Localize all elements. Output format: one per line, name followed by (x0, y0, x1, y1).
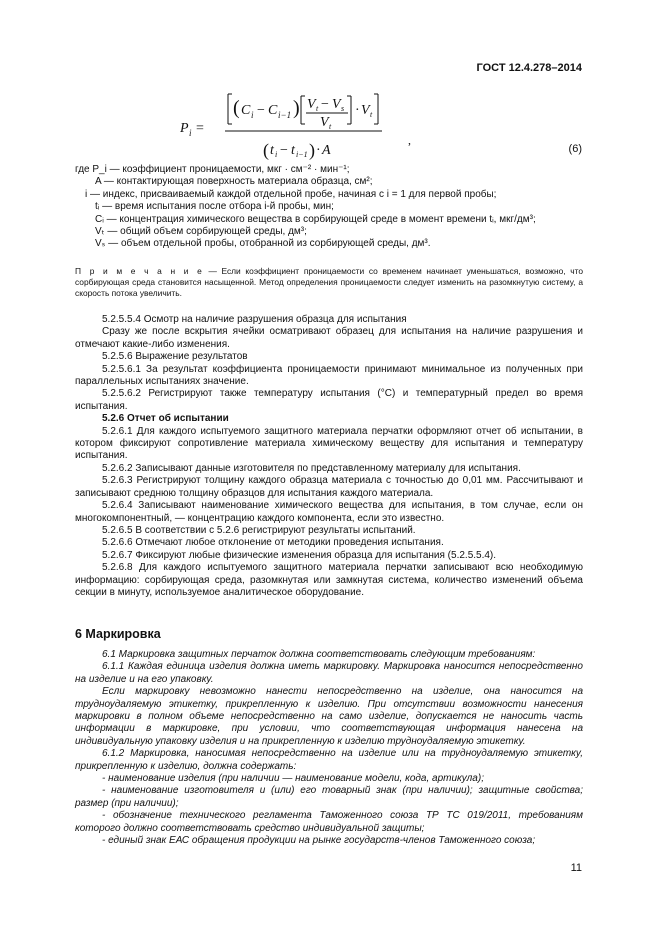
definition-line: tᵢ — время испытания после отбора i-й пробы, мин; (95, 201, 334, 213)
svg-text:·: · (355, 103, 360, 118)
definition-line: Vₛ — объем отдельной пробы, отобранной из сорбирующей среды, дм³. (95, 238, 431, 250)
svg-text:i: i (251, 110, 254, 120)
svg-text:(: ( (263, 140, 269, 160)
svg-text:i: i (275, 150, 278, 159)
paragraph: 5.2.6.7 Фиксируют любые физические изменения образца для испытания (5.2.5.5.4). (102, 549, 497, 561)
svg-text:t: t (370, 110, 373, 119)
svg-text:t: t (270, 143, 274, 158)
svg-text:i−1: i−1 (296, 150, 308, 159)
svg-text:C: C (241, 103, 251, 118)
svg-text:(: ( (233, 97, 240, 119)
note-label: П р и м е ч а н и е (75, 266, 204, 276)
svg-text:,: , (408, 133, 411, 147)
svg-text:=: = (196, 121, 204, 136)
definition-line: Vₜ — общий объем сорбирующей среды, дм³; (95, 226, 307, 238)
svg-text:−: − (280, 143, 288, 158)
paragraph: 5.2.6.8 Для каждого испытуемого защитного материала перчатки записывают всю необходимую информацию: сорбирующая среда, разомкнутая или замкнутая система, количество изменений объема секции в минуту, используемое аналитическое оборудование. (75, 562, 583, 598)
paragraph: 5.2.6.2 Записывают данные изготовителя по представленному материалу для испытания. (102, 462, 521, 474)
svg-text:i: i (189, 128, 192, 138)
paragraph: 5.2.5.5.4 Осмотр на наличие разрушения образца для испытания (102, 314, 407, 325)
paragraph: Если маркировку невозможно нанести непосредственно на изделие, она наносится на трудноудаляемую этикетку, прикрепленную к изделию. При отсутствии возможности нанесения маркировки в полном объеме непосредственно на само изделие, допускается не наносить часть информации в маркировке, при условии, что соответствующая информация нанесена на индивидуальную упаковку изделия и на прикрепленную к изделию трудноудаляемую этикетку. (75, 686, 583, 747)
page-number: 11 (570, 862, 582, 874)
svg-text:V: V (332, 97, 341, 112)
section-6-body (75, 649, 583, 848)
definition-line: где P_i — коэффициент проницаемости, мкг · см⁻² · мин⁻¹; (75, 164, 350, 175)
formula-svg (180, 84, 420, 162)
section-6-title: 6 Маркировка (75, 627, 161, 641)
paragraph: 6.1.1 Каждая единица изделия должна иметь маркировку. Маркировка наносится непосредственно на изделие и на его упаковку. (75, 661, 583, 685)
list-item: - единый знак ЕАС обращения продукции на рынке государств-членов Таможенного союза; (102, 835, 536, 847)
definition-line: i — индекс, присваиваемый каждой отдельной пробе, начиная с i = 1 для первой пробы; (85, 188, 497, 200)
svg-text:t: t (316, 104, 319, 113)
list-item: - обозначение технического регламента Таможенного союза ТР ТС 019/2011, требованиям которого должно соответствовать средство индивидуальной защиты; (75, 810, 583, 834)
paragraph: 5.2.6.1 Для каждого испытуемого защитного материала перчатки оформляют отчет об испытании, в котором фиксируют сопротивление материала химическому веществу для испытания и температуру испытания. (75, 425, 583, 462)
list-item: - наименование изделия (при наличии — наименование модели, кода, артикула); (102, 773, 484, 785)
definition-line: A — контактирующая поверхность материала образца, см²; (95, 176, 373, 188)
svg-text:): ) (309, 140, 315, 160)
paragraph: 5.2.6.3 Регистрируют толщину каждого образца материала с точностью до 0,01 мм. Рассчитывают и записывают среднюю толщину образцов для испытания каждого материала. (75, 475, 583, 499)
note-paragraph (75, 266, 583, 299)
svg-text:−: − (321, 97, 329, 112)
svg-text:i−1: i−1 (278, 110, 292, 120)
paragraph: 5.2.5.6 Выражение результатов (102, 351, 248, 363)
paragraph: 5.2.5.6.1 За результат коэффициента проницаемости принимают минимальное из полученных при параллельных испытаниях значение. (75, 363, 583, 388)
svg-text:P: P (180, 121, 189, 136)
svg-text:V: V (320, 115, 329, 130)
list-item: - наименование изготовителя и (или) его товарный знак (при наличии); защитные свойства; размер (при наличии); (75, 785, 583, 809)
svg-text:V: V (307, 97, 316, 112)
svg-text:V: V (361, 103, 370, 118)
paragraph: 5.2.6.4 Записывают наименование химического вещества для испытания, в том случае, если он многокомпонентный, — концентрацию каждого компонента, если это известно. (75, 500, 583, 524)
svg-text:−: − (257, 103, 265, 118)
paragraph: 5.2.5.6.2 Регистрируют также температуру испытания (°С) и температурный предел во время испытания. (75, 388, 583, 412)
paragraph: Сразу же после вскрытия ячейки осматривают образец для испытания на наличие разрушения и отмечают какие-либо изменения. (75, 326, 583, 350)
definition-line: Cᵢ — концентрация химического вещества в сорбирующей среде в момент времени tᵢ, мкг/дм³; (95, 213, 536, 225)
definitions-block (75, 164, 583, 251)
svg-text:t: t (291, 143, 295, 158)
equation-number: (6) (568, 143, 582, 155)
svg-text:t: t (329, 122, 332, 131)
paragraph: 5.2.6.6 Отмечают любое отклонение от методики проведения испытания. (102, 537, 444, 549)
document-code: ГОСТ 12.4.278–2014 (476, 62, 582, 74)
svg-text:): ) (293, 97, 300, 119)
svg-text:A: A (322, 143, 331, 158)
paragraph: 6.1.2 Маркировка, наносимая непосредственно на изделие или на трудноудаляемую этикетку, прикрепленную к изделию, должна содержать: (75, 748, 583, 772)
paragraph: 6.1 Маркировка защитных перчаток должна соответствовать следующим требованиям: (102, 649, 536, 660)
section-5-2-5 (75, 314, 583, 599)
paragraph: 5.2.6.5 В соответствии с 5.2.6 регистрируют результаты испытаний. (102, 524, 416, 536)
subheading-report: 5.2.6 Отчет об испытании (102, 413, 229, 425)
note-block (75, 266, 583, 299)
svg-text:·: · (316, 143, 321, 158)
svg-text:C: C (268, 103, 278, 118)
permeability-formula (180, 84, 420, 162)
svg-text:s: s (341, 104, 345, 113)
note-text: — Если коэффициент проницаемости со временем начинает уменьшаться, возможно, что сорбирующая среда становится насыщенной. Метод определения проницаемости следует изменить на разомкнутую систему, а скорость потока увеличить. (75, 266, 583, 298)
